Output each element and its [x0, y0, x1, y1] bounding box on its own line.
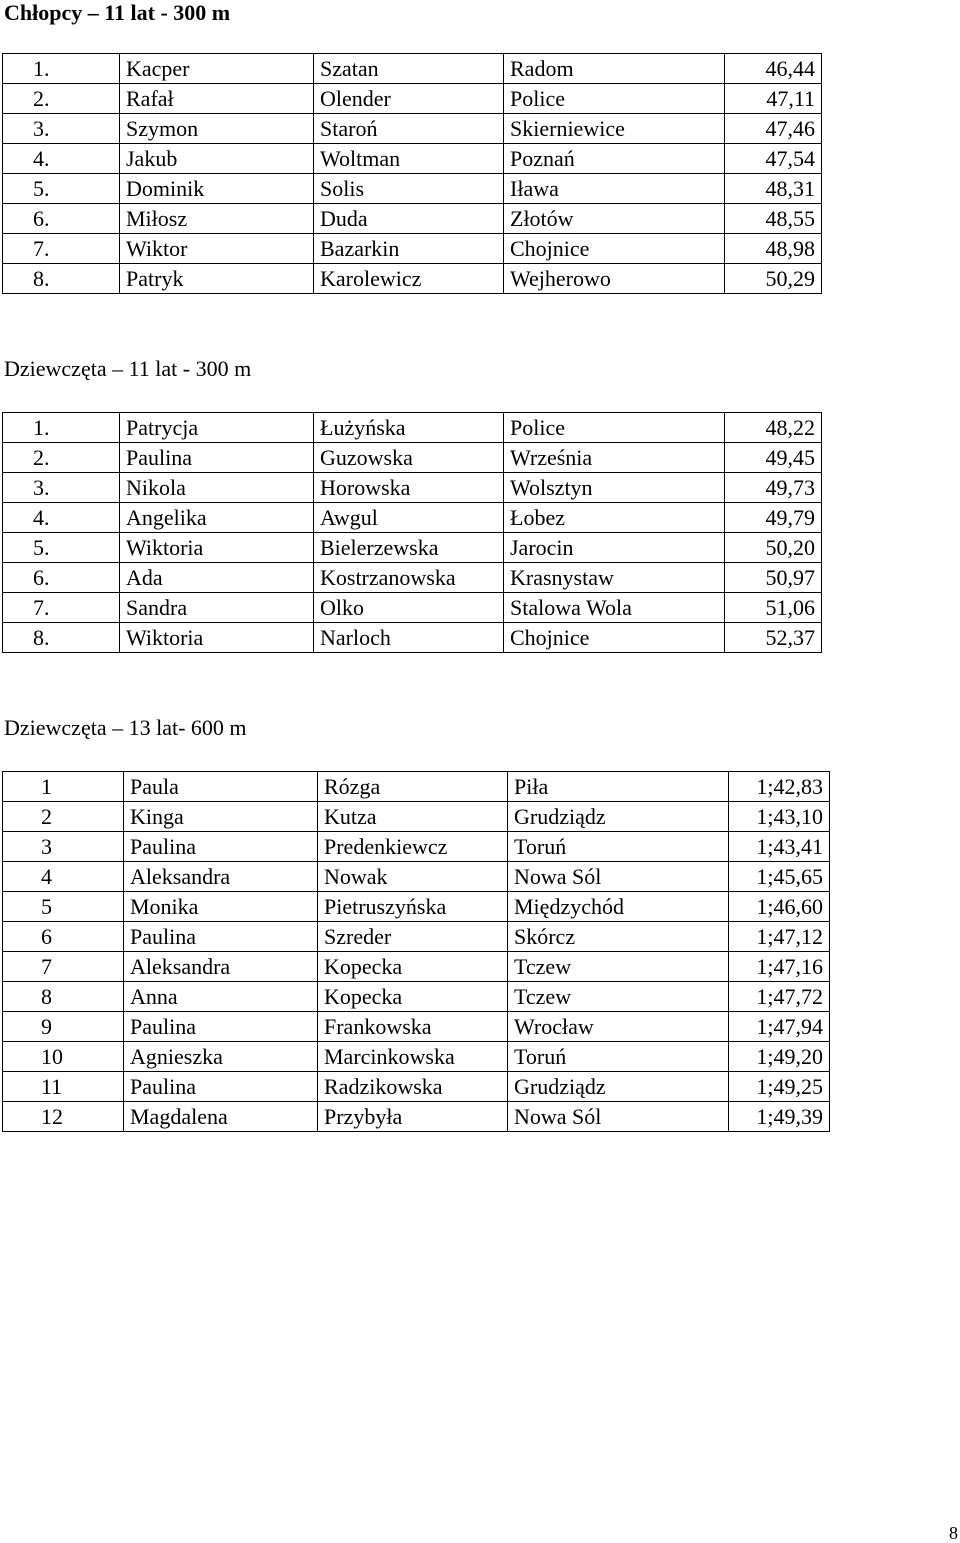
table-row — [3, 473, 822, 503]
cell-place: 4 — [3, 862, 124, 892]
cell-time: 50,97 — [725, 563, 822, 593]
cell-last-name: Solis — [314, 174, 504, 204]
cell-time: 1;47,16 — [729, 952, 830, 982]
cell-last-name: Predenkiewcz — [318, 832, 508, 862]
cell-place: 3 — [3, 832, 124, 862]
table-row — [3, 1042, 830, 1072]
cell-first-name: Sandra — [120, 593, 314, 623]
cell-place: 1. — [3, 54, 120, 84]
cell-place: 5. — [3, 533, 120, 563]
table-row — [3, 413, 822, 443]
cell-last-name: Kostrzanowska — [314, 563, 504, 593]
table-row — [3, 1072, 830, 1102]
table-row — [3, 234, 822, 264]
cell-last-name: Kopecka — [318, 952, 508, 982]
cell-place: 6 — [3, 922, 124, 952]
cell-city: Wrocław — [508, 1012, 729, 1042]
table-row — [3, 84, 822, 114]
cell-last-name: Rózga — [318, 772, 508, 802]
cell-last-name: Woltman — [314, 144, 504, 174]
cell-first-name: Wiktor — [120, 234, 314, 264]
cell-first-name: Wiktoria — [120, 623, 314, 653]
section-title-girls-11-300m: Dziewczęta – 11 lat - 300 m — [4, 356, 252, 381]
cell-first-name: Agnieszka — [124, 1042, 318, 1072]
cell-time: 47,54 — [725, 144, 822, 174]
cell-last-name: Olko — [314, 593, 504, 623]
cell-place: 3. — [3, 473, 120, 503]
cell-city: Międzychód — [508, 892, 729, 922]
cell-time: 1;45,65 — [729, 862, 830, 892]
cell-last-name: Olender — [314, 84, 504, 114]
cell-city: Police — [504, 84, 725, 114]
cell-first-name: Dominik — [120, 174, 314, 204]
cell-time: 49,45 — [725, 443, 822, 473]
cell-place: 9 — [3, 1012, 124, 1042]
cell-city: Chojnice — [504, 234, 725, 264]
table-row — [3, 802, 830, 832]
cell-first-name: Angelika — [120, 503, 314, 533]
table-row — [3, 443, 822, 473]
cell-place: 8 — [3, 982, 124, 1012]
cell-place: 4. — [3, 144, 120, 174]
cell-city: Grudziądz — [508, 1072, 729, 1102]
cell-time: 52,37 — [725, 623, 822, 653]
cell-time: 1;43,41 — [729, 832, 830, 862]
cell-city: Łobez — [504, 503, 725, 533]
cell-first-name: Ada — [120, 563, 314, 593]
table-row — [3, 1102, 830, 1132]
cell-city: Tczew — [508, 952, 729, 982]
cell-place: 1. — [3, 413, 120, 443]
cell-first-name: Kinga — [124, 802, 318, 832]
table-row — [3, 264, 822, 294]
cell-last-name: Horowska — [314, 473, 504, 503]
table-row — [3, 204, 822, 234]
cell-time: 48,31 — [725, 174, 822, 204]
cell-time: 50,20 — [725, 533, 822, 563]
cell-place: 5. — [3, 174, 120, 204]
cell-place: 7. — [3, 593, 120, 623]
cell-city: Wolsztyn — [504, 473, 725, 503]
cell-first-name: Paulina — [124, 832, 318, 862]
cell-last-name: Frankowska — [318, 1012, 508, 1042]
cell-first-name: Anna — [124, 982, 318, 1012]
cell-first-name: Wiktoria — [120, 533, 314, 563]
cell-first-name: Paulina — [124, 1072, 318, 1102]
table-row — [3, 563, 822, 593]
cell-time: 1;49,39 — [729, 1102, 830, 1132]
cell-place: 2 — [3, 802, 124, 832]
cell-first-name: Kacper — [120, 54, 314, 84]
cell-time: 46,44 — [725, 54, 822, 84]
cell-time: 1;47,72 — [729, 982, 830, 1012]
table-row — [3, 114, 822, 144]
cell-last-name: Karolewicz — [314, 264, 504, 294]
table-row — [3, 593, 822, 623]
table-row — [3, 922, 830, 952]
table-row — [3, 832, 830, 862]
cell-city: Chojnice — [504, 623, 725, 653]
cell-time: 47,11 — [725, 84, 822, 114]
cell-last-name: Kutza — [318, 802, 508, 832]
cell-time: 1;49,25 — [729, 1072, 830, 1102]
table-row — [3, 54, 822, 84]
cell-city: Toruń — [508, 832, 729, 862]
cell-last-name: Guzowska — [314, 443, 504, 473]
cell-time: 1;47,94 — [729, 1012, 830, 1042]
results-table-boys-11-300m — [2, 53, 822, 294]
cell-time: 48,98 — [725, 234, 822, 264]
table-row — [3, 533, 822, 563]
table-row — [3, 772, 830, 802]
cell-city: Skórcz — [508, 922, 729, 952]
cell-city: Złotów — [504, 204, 725, 234]
cell-first-name: Aleksandra — [124, 952, 318, 982]
cell-first-name: Monika — [124, 892, 318, 922]
cell-last-name: Szatan — [314, 54, 504, 84]
cell-city: Krasnystaw — [504, 563, 725, 593]
cell-first-name: Aleksandra — [124, 862, 318, 892]
cell-city: Stalowa Wola — [504, 593, 725, 623]
table-row — [3, 952, 830, 982]
section-title-boys-11-300m: Chłopcy – 11 lat - 300 m — [4, 0, 231, 25]
cell-time: 48,55 — [725, 204, 822, 234]
cell-first-name: Paula — [124, 772, 318, 802]
cell-first-name: Patrycja — [120, 413, 314, 443]
cell-place: 2. — [3, 443, 120, 473]
cell-first-name: Paulina — [120, 443, 314, 473]
cell-last-name: Kopecka — [318, 982, 508, 1012]
table-row — [3, 892, 830, 922]
cell-last-name: Pietruszyńska — [318, 892, 508, 922]
cell-first-name: Nikola — [120, 473, 314, 503]
cell-time: 48,22 — [725, 413, 822, 443]
cell-time: 49,79 — [725, 503, 822, 533]
cell-place: 11 — [3, 1072, 124, 1102]
cell-last-name: Radzikowska — [318, 1072, 508, 1102]
cell-last-name: Szreder — [318, 922, 508, 952]
cell-place: 7. — [3, 234, 120, 264]
cell-place: 10 — [3, 1042, 124, 1072]
cell-last-name: Narloch — [314, 623, 504, 653]
cell-city: Września — [504, 443, 725, 473]
cell-time: 1;43,10 — [729, 802, 830, 832]
cell-first-name: Rafał — [120, 84, 314, 114]
results-table-girls-11-300m — [2, 412, 822, 653]
cell-first-name: Paulina — [124, 1012, 318, 1042]
cell-last-name: Bielerzewska — [314, 533, 504, 563]
cell-time: 1;47,12 — [729, 922, 830, 952]
cell-last-name: Staroń — [314, 114, 504, 144]
cell-city: Poznań — [504, 144, 725, 174]
cell-first-name: Paulina — [124, 922, 318, 952]
cell-last-name: Nowak — [318, 862, 508, 892]
cell-place: 5 — [3, 892, 124, 922]
cell-first-name: Magdalena — [124, 1102, 318, 1132]
cell-time: 50,29 — [725, 264, 822, 294]
cell-place: 4. — [3, 503, 120, 533]
cell-time: 1;42,83 — [729, 772, 830, 802]
cell-city: Wejherowo — [504, 264, 725, 294]
cell-last-name: Marcinkowska — [318, 1042, 508, 1072]
cell-place: 8. — [3, 623, 120, 653]
cell-place: 3. — [3, 114, 120, 144]
cell-time: 47,46 — [725, 114, 822, 144]
cell-place: 2. — [3, 84, 120, 114]
cell-city: Nowa Sól — [508, 862, 729, 892]
table-row — [3, 1012, 830, 1042]
results-table-girls-13-600m — [2, 771, 830, 1132]
table-row — [3, 174, 822, 204]
cell-place: 6. — [3, 563, 120, 593]
cell-last-name: Bazarkin — [314, 234, 504, 264]
cell-last-name: Duda — [314, 204, 504, 234]
page-number: 8 — [949, 1523, 958, 1543]
cell-city: Radom — [504, 54, 725, 84]
cell-first-name: Jakub — [120, 144, 314, 174]
cell-city: Nowa Sól — [508, 1102, 729, 1132]
cell-time: 49,73 — [725, 473, 822, 503]
cell-time: 1;49,20 — [729, 1042, 830, 1072]
cell-last-name: Awgul — [314, 503, 504, 533]
cell-place: 1 — [3, 772, 124, 802]
cell-last-name: Łużyńska — [314, 413, 504, 443]
cell-city: Grudziądz — [508, 802, 729, 832]
table-row — [3, 144, 822, 174]
cell-city: Police — [504, 413, 725, 443]
cell-city: Jarocin — [504, 533, 725, 563]
cell-city: Iława — [504, 174, 725, 204]
table-row — [3, 862, 830, 892]
cell-first-name: Patryk — [120, 264, 314, 294]
cell-place: 7 — [3, 952, 124, 982]
cell-city: Piła — [508, 772, 729, 802]
cell-place: 8. — [3, 264, 120, 294]
cell-place: 12 — [3, 1102, 124, 1132]
cell-city: Toruń — [508, 1042, 729, 1072]
cell-city: Skierniewice — [504, 114, 725, 144]
section-title-girls-13-600m: Dziewczęta – 13 lat- 600 m — [4, 715, 247, 740]
cell-time: 1;46,60 — [729, 892, 830, 922]
cell-first-name: Szymon — [120, 114, 314, 144]
table-row — [3, 623, 822, 653]
cell-last-name: Przybyła — [318, 1102, 508, 1132]
table-row — [3, 982, 830, 1012]
table-row — [3, 503, 822, 533]
cell-first-name: Miłosz — [120, 204, 314, 234]
cell-place: 6. — [3, 204, 120, 234]
cell-city: Tczew — [508, 982, 729, 1012]
cell-time: 51,06 — [725, 593, 822, 623]
